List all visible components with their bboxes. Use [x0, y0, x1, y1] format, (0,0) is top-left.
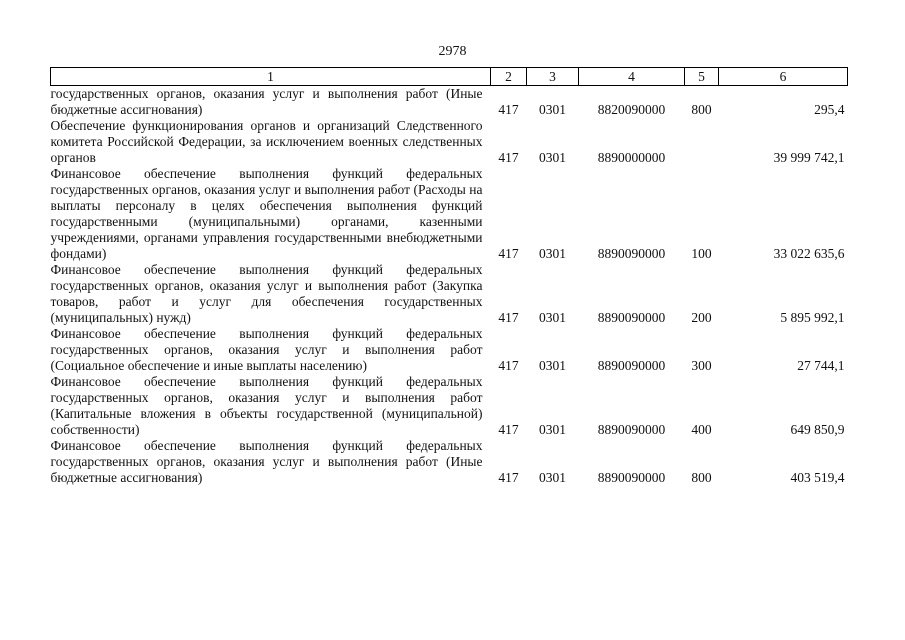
row-target-code: 8890090000	[597, 358, 666, 373]
row-expense-type: 200	[691, 310, 712, 325]
row-target-code: 8890000000	[597, 150, 666, 165]
budget-table	[50, 67, 848, 486]
row-description: Финансовое обеспечение выполнения функций федеральных государственных органов, оказания услуг и выполнения работ (Иные бюджетные ассигнования)	[50, 438, 483, 485]
row-target-code: 8890090000	[597, 470, 666, 485]
row-target-code: 8890090000	[597, 246, 666, 261]
row-ministry-code: 417	[498, 470, 519, 485]
table-row	[51, 166, 848, 262]
table-row	[51, 86, 848, 119]
row-description: Финансовое обеспечение выполнения функций федеральных государственных органов, оказания услуг и выполнения работ (Капитальные вложения в объекты государственной (муниципальной) собственности)	[50, 374, 483, 437]
row-description: Финансовое обеспечение выполнения функций федеральных государственных органов, оказания услуг и выполнения работ (Закупка товаров, работ и услуг для обеспечения государственных (муниципальных) нужд)	[50, 262, 483, 325]
table-row	[51, 262, 848, 326]
row-expense-type: 100	[691, 246, 712, 261]
row-amount: 649 850,9	[790, 422, 845, 437]
column-header-3: 3	[527, 68, 579, 86]
row-amount: 33 022 635,6	[773, 246, 845, 261]
row-ministry-code: 417	[498, 310, 519, 325]
row-description: Финансовое обеспечение выполнения функций федеральных государственных органов, оказания услуг и выполнения работ (Социальное обеспечение и иные выплаты населению)	[50, 326, 483, 373]
row-section-code: 0301	[539, 422, 566, 437]
row-target-code: 8890090000	[597, 422, 666, 437]
row-section-code: 0301	[539, 470, 566, 485]
column-header-5: 5	[685, 68, 719, 86]
row-ministry-code: 417	[498, 150, 519, 165]
table-row	[51, 326, 848, 374]
row-expense-type: 400	[691, 422, 712, 437]
row-amount: 403 519,4	[790, 470, 845, 485]
column-header-4: 4	[579, 68, 685, 86]
table-header-row	[51, 68, 848, 86]
row-amount: 295,4	[814, 102, 845, 117]
row-expense-type	[685, 118, 719, 166]
row-target-code: 8820090000	[597, 102, 666, 117]
row-section-code: 0301	[539, 246, 566, 261]
row-section-code: 0301	[539, 150, 566, 165]
column-header-1: 1	[51, 68, 491, 86]
row-amount: 5 895 992,1	[780, 310, 845, 325]
row-ministry-code: 417	[498, 102, 519, 117]
row-amount: 39 999 742,1	[773, 150, 845, 165]
row-section-code: 0301	[539, 358, 566, 373]
row-description: Обеспечение функционирования органов и организаций Следственного комитета Российской Федерации, за исключением военных следственных органов	[50, 118, 483, 165]
row-expense-type: 300	[691, 358, 712, 373]
table-row	[51, 438, 848, 486]
row-expense-type: 800	[691, 470, 712, 485]
row-amount: 27 744,1	[797, 358, 845, 373]
row-section-code: 0301	[539, 310, 566, 325]
table-row	[51, 118, 848, 166]
row-ministry-code: 417	[498, 358, 519, 373]
row-target-code: 8890090000	[597, 310, 666, 325]
page-number: 2978	[438, 44, 467, 59]
table-row	[51, 374, 848, 438]
row-description: государственных органов, оказания услуг и выполнения работ (Иные бюджетные ассигнования)	[50, 86, 483, 117]
row-expense-type: 800	[691, 102, 712, 117]
row-ministry-code: 417	[498, 246, 519, 261]
column-header-2: 2	[491, 68, 527, 86]
column-header-6: 6	[719, 68, 848, 86]
row-description: Финансовое обеспечение выполнения функций федеральных государственных органов, оказания услуг и выполнения работ (Расходы на выплаты персоналу в целях обеспечения выполнения функций государственными (муниципальными) органами, казенными учреждениями, органами управления государственными внебюджетными фондами)	[50, 166, 483, 261]
row-ministry-code: 417	[498, 422, 519, 437]
row-section-code: 0301	[539, 102, 566, 117]
